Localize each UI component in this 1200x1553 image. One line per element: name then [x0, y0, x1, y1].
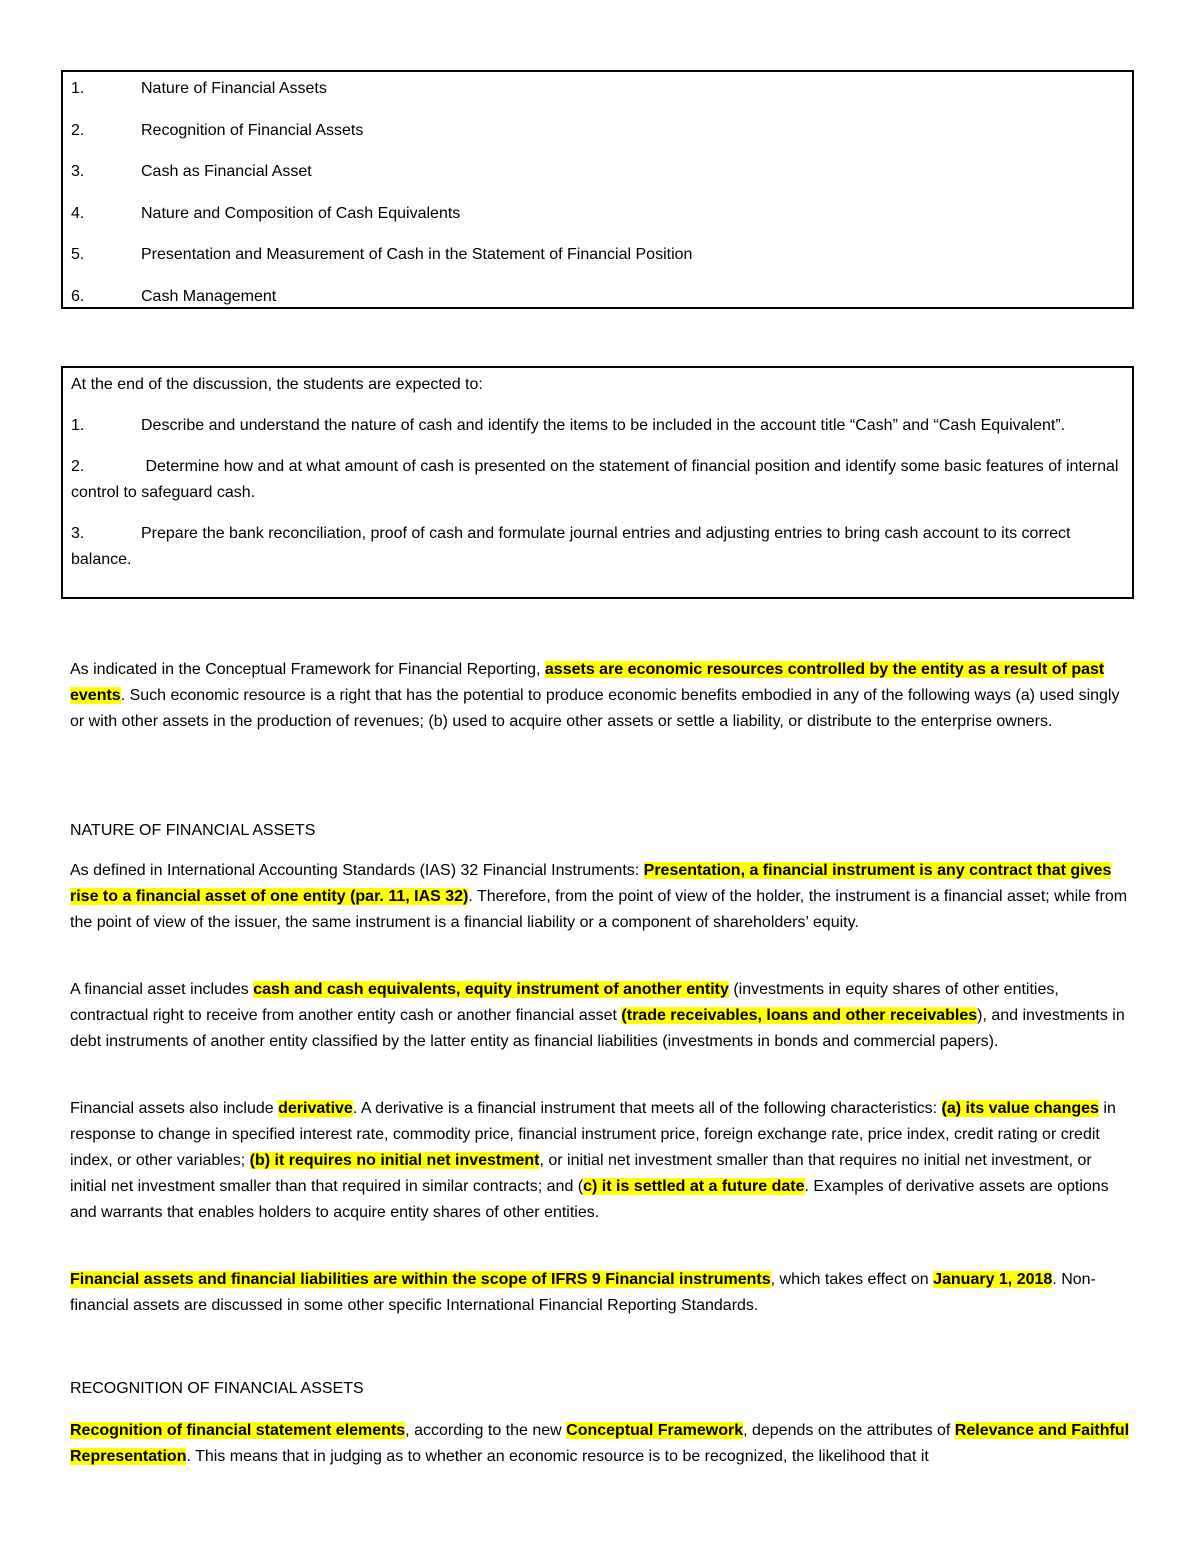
text-run: . Such economic resource is a right that has the potential to produce economic benefits embodied in any of the following ways (a) used singly or with other assets in the production of revenues; (b) used to acquire other assets or settle a liability, or distribute to the enterprise owners.	[70, 687, 1120, 730]
highlighted-text: Conceptual Framework	[566, 1422, 744, 1439]
text-run: , depends on the attributes of	[743, 1422, 955, 1439]
objective-item	[71, 413, 1124, 439]
topic-text: Recognition of Financial Assets	[141, 121, 364, 139]
highlighted-text: (b) it requires no initial net investment	[249, 1152, 540, 1169]
topic-number: 1.	[71, 80, 85, 97]
topic-number: 3.	[71, 163, 85, 180]
text-run: . Examples of derivative assets are options and warrants that enables holders to acquire entity shares of other entities.	[70, 1178, 1109, 1221]
objective-item	[71, 454, 1124, 506]
highlighted-text: cash and cash equivalents, equity instrument of another entity	[253, 981, 729, 998]
topic-number: 6.	[71, 287, 85, 305]
topic-text: Cash as Financial Asset	[141, 163, 312, 180]
text-run: (investments in equity shares of other entities, contractual right to receive from another entity cash or another financial asset	[70, 981, 1059, 1024]
section-heading-recognition: RECOGNITION OF FINANCIAL ASSETS	[70, 1380, 364, 1397]
topic-number: 5.	[71, 246, 85, 263]
highlighted-text: assets are economic resources controlled by the entity as a result of past events	[70, 661, 1105, 704]
highlighted-text: Presentation, a financial instrument is any contract that gives rise to a financial asset of one entity (par. 11, IAS 32)	[70, 862, 1112, 905]
objective-text: Determine how and at what amount of cash is presented on the statement of financial position and identify some basic features of internal control to safeguard cash.	[71, 458, 1119, 501]
highlighted-text: c) it is settled at a future date	[583, 1178, 805, 1195]
text-run: , which takes effect on	[770, 1271, 934, 1288]
text-run: ), and investments in debt instruments of another entity classified by the latter entity as financial liabilities (investments in bonds and commercial papers).	[70, 1007, 1125, 1050]
topic-item	[71, 159, 1124, 201]
section-heading-nature: NATURE OF FINANCIAL ASSETS	[70, 822, 316, 839]
objective-text: Describe and understand the nature of cash and identify the items to be included in the account title “Cash” and “Cash Equivalent”.	[141, 417, 1066, 434]
objectives-intro: At the end of the discussion, the students are expected to:	[71, 376, 483, 393]
text-run: As defined in International Accounting Standards (IAS) 32 Financial Instruments:	[70, 862, 644, 879]
text-run: A financial asset includes	[70, 981, 254, 998]
highlighted-text: January 1, 2018	[933, 1271, 1053, 1288]
topic-item	[71, 76, 1124, 118]
paragraph-definition	[70, 858, 1130, 936]
highlighted-text: (a) its value changes	[941, 1100, 1099, 1117]
intro-paragraph	[70, 657, 1130, 735]
text-run: . Therefore, from the point of view of the holder, the instrument is a financial asset; while from the point of view of the issuer, the same instrument is a financial liability or a component of shareholders’ equity.	[70, 888, 1128, 931]
objective-number: 3.	[71, 525, 85, 542]
objective-number: 1.	[71, 417, 85, 434]
objective-text: Prepare the bank reconciliation, proof of cash and formulate journal entries and adjusting entries to bring cash account to its correct balance.	[71, 525, 1071, 568]
highlighted-text: Relevance and Faithful Representation	[70, 1422, 1130, 1465]
highlighted-text: Financial assets and financial liabilities are within the scope of IFRS 9 Financial instruments	[70, 1271, 771, 1288]
objective-item	[71, 521, 1124, 573]
highlighted-text: derivative	[278, 1100, 353, 1117]
paragraph-recognition	[70, 1418, 1130, 1470]
topics-box	[61, 70, 1134, 309]
text-run: in response to change in specified interest rate, commodity price, financial instrument price, foreign exchange rate, price index, credit rating or credit index, or other variables;	[70, 1100, 1116, 1169]
topic-number: 2.	[71, 121, 85, 139]
text-run: . A derivative is a financial instrument that meets all of the following characteristics:	[352, 1100, 942, 1117]
text-run: Financial assets also include	[70, 1100, 279, 1117]
topic-item	[71, 242, 1124, 284]
text-run: As indicated in the Conceptual Framework for Financial Reporting,	[70, 661, 545, 678]
highlighted-text: Recognition of financial statement elements	[70, 1422, 406, 1439]
paragraph-derivative	[70, 1096, 1130, 1226]
topic-number: 4.	[71, 204, 85, 222]
topic-text: Nature and Composition of Cash Equivalents	[141, 204, 461, 222]
text-run: . Non-financial assets are discussed in some other specific International Financial Reporting Standards.	[70, 1271, 1096, 1314]
text-run: , according to the new	[405, 1422, 567, 1439]
objectives-box	[61, 366, 1134, 599]
topic-text: Presentation and Measurement of Cash in the Statement of Financial Position	[141, 246, 693, 263]
topic-item	[71, 201, 1124, 243]
topic-text: Nature of Financial Assets	[141, 80, 327, 97]
highlighted-text: (trade receivables, loans and other receivables	[621, 1007, 978, 1024]
paragraph-ifrs9	[70, 1267, 1130, 1319]
topic-text: Cash Management	[141, 287, 277, 305]
paragraph-financial-asset-includes	[70, 977, 1130, 1055]
text-run: . This means that in judging as to whether an economic resource is to be recognized, the likelihood that it	[186, 1448, 929, 1465]
objective-number: 2.	[71, 458, 85, 475]
text-run: , or initial net investment smaller than that requires no initial net investment, or initial net investment smaller than that required in similar contracts; and (	[70, 1152, 1092, 1195]
topic-item	[71, 284, 1124, 326]
topic-item	[71, 118, 1124, 160]
